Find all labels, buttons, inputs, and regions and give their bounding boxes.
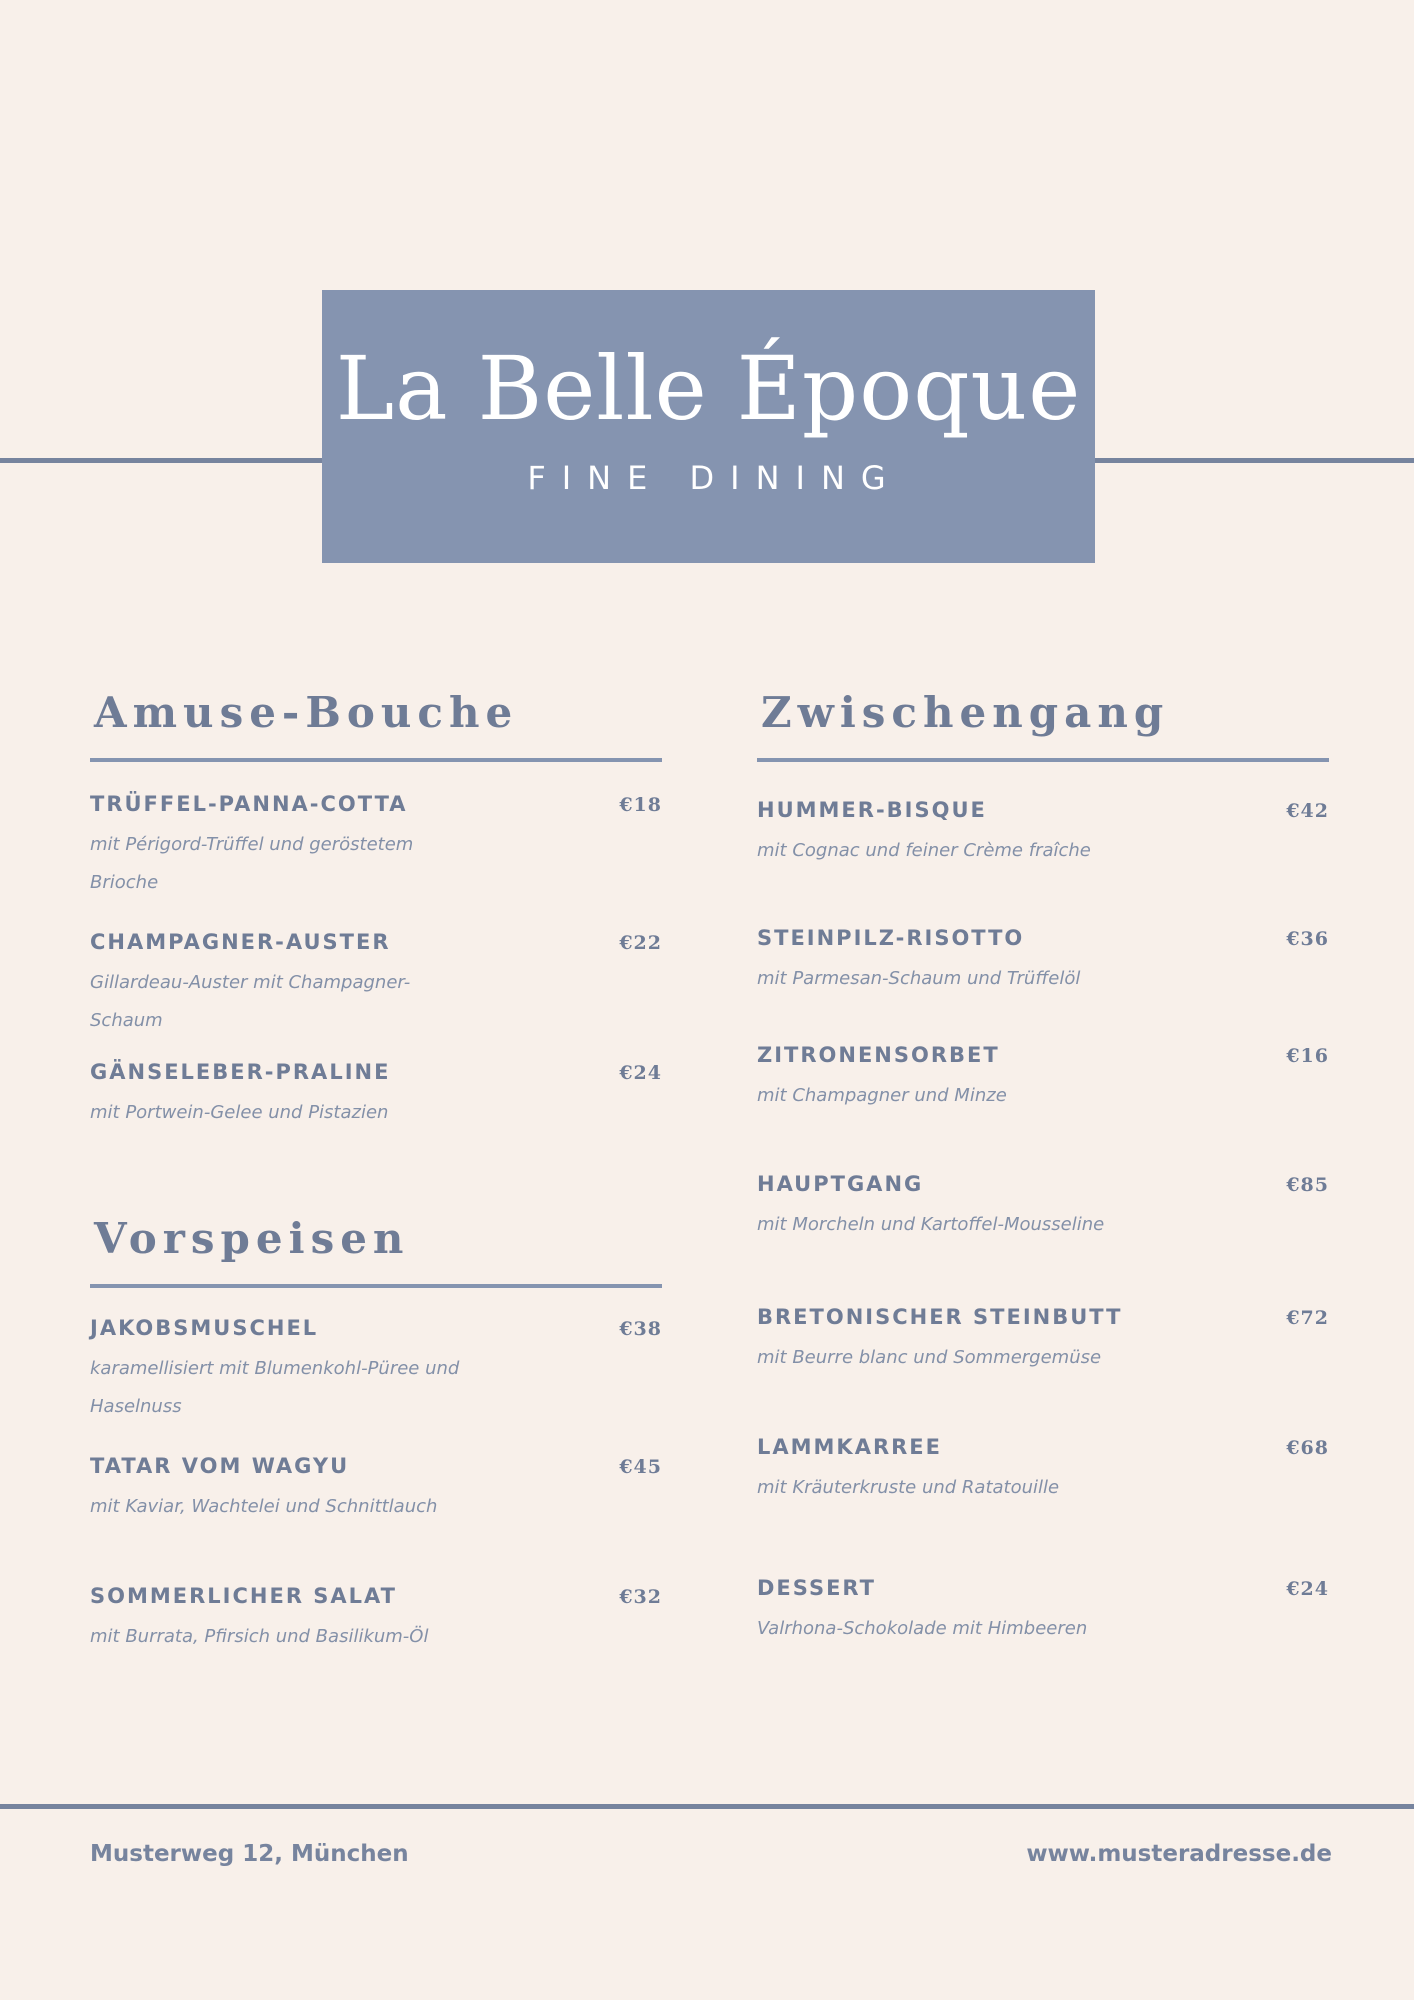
menu-item-price: €72 (1286, 1307, 1329, 1329)
menu-item-description: karamellisiert mit Blumenkohl-Püree und Haselnuss (90, 1358, 460, 1417)
menu-item-description: mit Portwein-Gelee und Pistazien (90, 1102, 389, 1123)
footer-website-link[interactable]: www.musteradresse.de (1026, 1841, 1332, 1867)
restaurant-name: La Belle Époque (335, 337, 1082, 440)
footer-address: Musterweg 12, München (90, 1841, 409, 1867)
section-title: Vorspeisen (94, 1214, 410, 1263)
menu-item-description: mit Champagner und Minze (757, 1085, 1007, 1106)
menu-item-price: €85 (1286, 1174, 1329, 1196)
menu-item-price: €24 (1286, 1578, 1329, 1600)
section-title: Amuse-Bouche (94, 688, 519, 737)
menu-item-name: TATAR VOM WAGYU (90, 1454, 350, 1478)
restaurant-tagline: FINE DINING (527, 459, 902, 497)
menu-item-description: mit Morcheln und Kartoffel-Mousseline (757, 1214, 1105, 1235)
menu-item-name: CHAMPAGNER-AUSTER (90, 930, 391, 954)
menu-item-name: BRETONISCHER STEINBUTT (757, 1305, 1123, 1329)
menu-item-price: €22 (619, 932, 662, 954)
menu-item-name: STEINPILZ-RISOTTO (757, 926, 1025, 950)
menu-item-name: GÄNSELEBER-PRALINE (90, 1060, 391, 1084)
menu-item-price: €18 (619, 794, 662, 816)
section-amuse-bouche (90, 688, 662, 762)
footer-divider-line (0, 1804, 1414, 1809)
menu-item-description: mit Burrata, Pfirsich und Basilikum-Öl (90, 1626, 429, 1647)
menu-item-description: Gillardeau-Auster mit Champagner-Schaum (90, 972, 411, 1031)
menu-item-description: mit Périgord-Trüffel und geröstetem Brioche (90, 834, 414, 893)
menu-item-name: HUMMER-BISQUE (757, 798, 987, 822)
menu-item-price: €68 (1286, 1437, 1329, 1459)
menu-item-name: HAUPTGANG (757, 1172, 924, 1196)
section-title: Zwischengang (761, 688, 1170, 737)
section-divider (90, 1284, 662, 1288)
section-divider (90, 758, 662, 762)
menu-item-description: Valrhona-Schokolade mit Himbeeren (757, 1618, 1088, 1639)
menu-item-price: €32 (619, 1586, 662, 1608)
menu-item-description: mit Beurre blanc und Sommergemüse (757, 1347, 1102, 1368)
header-banner (322, 290, 1095, 563)
section-zwischengang (757, 688, 1329, 762)
menu-item-name: SOMMERLICHER SALAT (90, 1584, 398, 1608)
menu-item-description: mit Parmesan-Schaum und Trüffelöl (757, 968, 1081, 989)
menu-item-name: JAKOBSMUSCHEL (90, 1316, 319, 1340)
section-vorspeisen (90, 1214, 662, 1288)
menu-item-description: mit Kaviar, Wachtelei und Schnittlauch (90, 1496, 438, 1517)
menu-item-price: €45 (619, 1456, 662, 1478)
menu-item-name: DESSERT (757, 1576, 876, 1600)
menu-item-name: LAMMKARREE (757, 1435, 942, 1459)
menu-item-name: TRÜFFEL-PANNA-COTTA (90, 792, 408, 816)
menu-item-price: €16 (1286, 1045, 1329, 1067)
menu-item-price: €24 (619, 1062, 662, 1084)
menu-item-price: €36 (1286, 928, 1329, 950)
menu-item-description: mit Cognac und feiner Crème fraîche (757, 840, 1091, 861)
menu-item-price: €38 (619, 1318, 662, 1340)
menu-item-price: €42 (1286, 800, 1329, 822)
section-divider (757, 758, 1329, 762)
menu-item-name: ZITRONENSORBET (757, 1043, 1000, 1067)
menu-item-description: mit Kräuterkruste und Ratatouille (757, 1477, 1060, 1498)
